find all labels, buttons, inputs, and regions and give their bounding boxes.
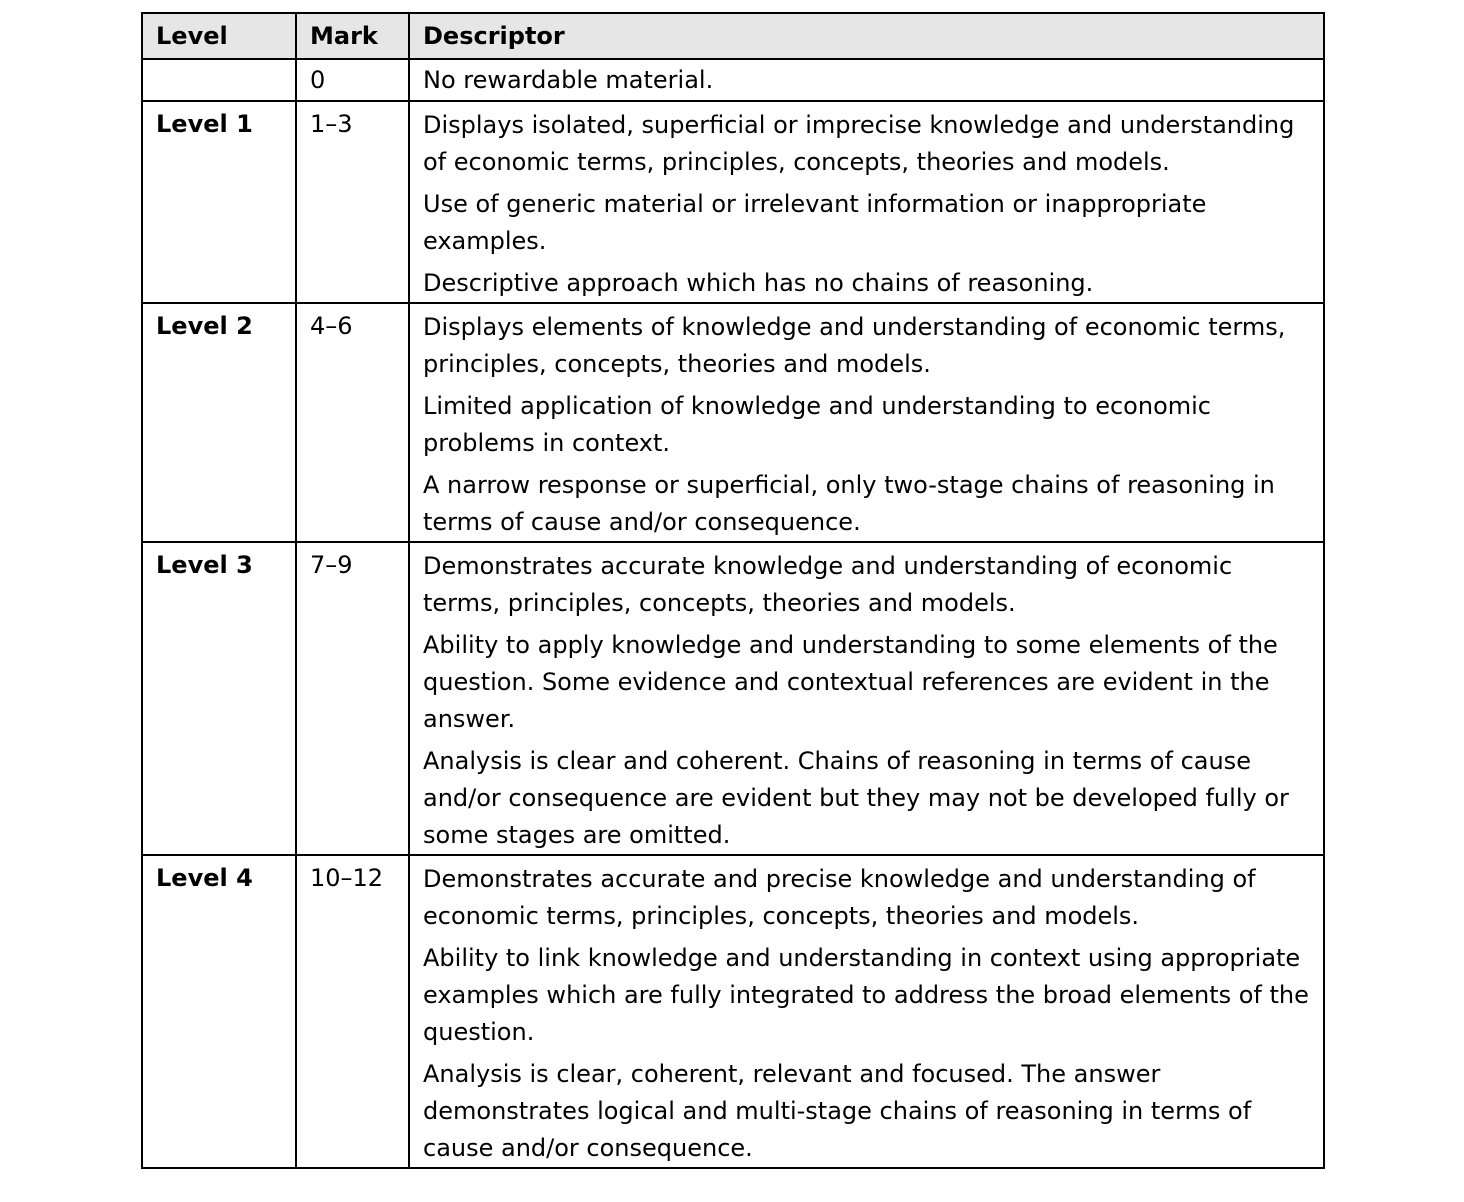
mark-cell: 7–9	[296, 542, 409, 855]
descriptor-cell	[409, 303, 1324, 542]
table-row-level-3	[142, 542, 1324, 855]
table-row-level-2	[142, 303, 1324, 542]
descriptor-cell	[409, 59, 1324, 101]
level-cell	[142, 59, 296, 101]
descriptor-paragraph: Use of generic material or irrelevant information or inappropriate examples.	[423, 190, 1207, 255]
descriptor-paragraph: Descriptive approach which has no chains of reasoning.	[423, 269, 1094, 297]
descriptor-paragraph: Limited application of knowledge and understanding to economic problems in context.	[423, 392, 1212, 457]
descriptor-paragraph: Displays isolated, superficial or imprecise knowledge and understanding of economic terms, principles, concepts, theories and models.	[423, 111, 1295, 176]
mark-cell: 4–6	[296, 303, 409, 542]
mark-cell: 0	[296, 59, 409, 101]
table-row-level-4	[142, 855, 1324, 1168]
descriptor-cell	[409, 101, 1324, 303]
descriptor-cell	[409, 542, 1324, 855]
header-level: Level	[142, 13, 296, 59]
descriptor-paragraph: Ability to link knowledge and understanding in context using appropriate examples which are fully integrated to address the broad elements of the question.	[423, 944, 1309, 1046]
descriptor-cell	[409, 855, 1324, 1168]
level-cell: Level 4	[142, 855, 296, 1168]
header-mark: Mark	[296, 13, 409, 59]
mark-cell: 10–12	[296, 855, 409, 1168]
table-row-0	[142, 59, 1324, 101]
descriptor-paragraph: Displays elements of knowledge and understanding of economic terms, principles, concepts, theories and models.	[423, 313, 1286, 378]
descriptor-paragraph: Demonstrates accurate knowledge and understanding of economic terms, principles, concepts, theories and models.	[423, 552, 1233, 617]
table-row-level-1	[142, 101, 1324, 303]
descriptor-paragraph: Analysis is clear and coherent. Chains of reasoning in terms of cause and/or consequence are evident but they may not be developed fully or some stages are omitted.	[423, 747, 1289, 849]
descriptor-paragraph: Analysis is clear, coherent, relevant and focused. The answer demonstrates logical and multi-stage chains of reasoning in terms of cause and/or consequence.	[423, 1060, 1252, 1162]
header-descriptor: Descriptor	[409, 13, 1324, 59]
descriptor-paragraph: No rewardable material.	[423, 66, 714, 94]
level-cell: Level 1	[142, 101, 296, 303]
mark-scheme-table	[141, 12, 1325, 1169]
level-cell: Level 3	[142, 542, 296, 855]
level-cell: Level 2	[142, 303, 296, 542]
descriptor-paragraph: Demonstrates accurate and precise knowledge and understanding of economic terms, principles, concepts, theories and models.	[423, 865, 1256, 930]
header-row	[142, 13, 1324, 59]
descriptor-paragraph: A narrow response or superficial, only two-stage chains of reasoning in terms of cause and/or consequence.	[423, 471, 1275, 536]
mark-cell: 1–3	[296, 101, 409, 303]
descriptor-paragraph: Ability to apply knowledge and understanding to some elements of the question. Some evidence and contextual references are evident in the answer.	[423, 631, 1278, 733]
